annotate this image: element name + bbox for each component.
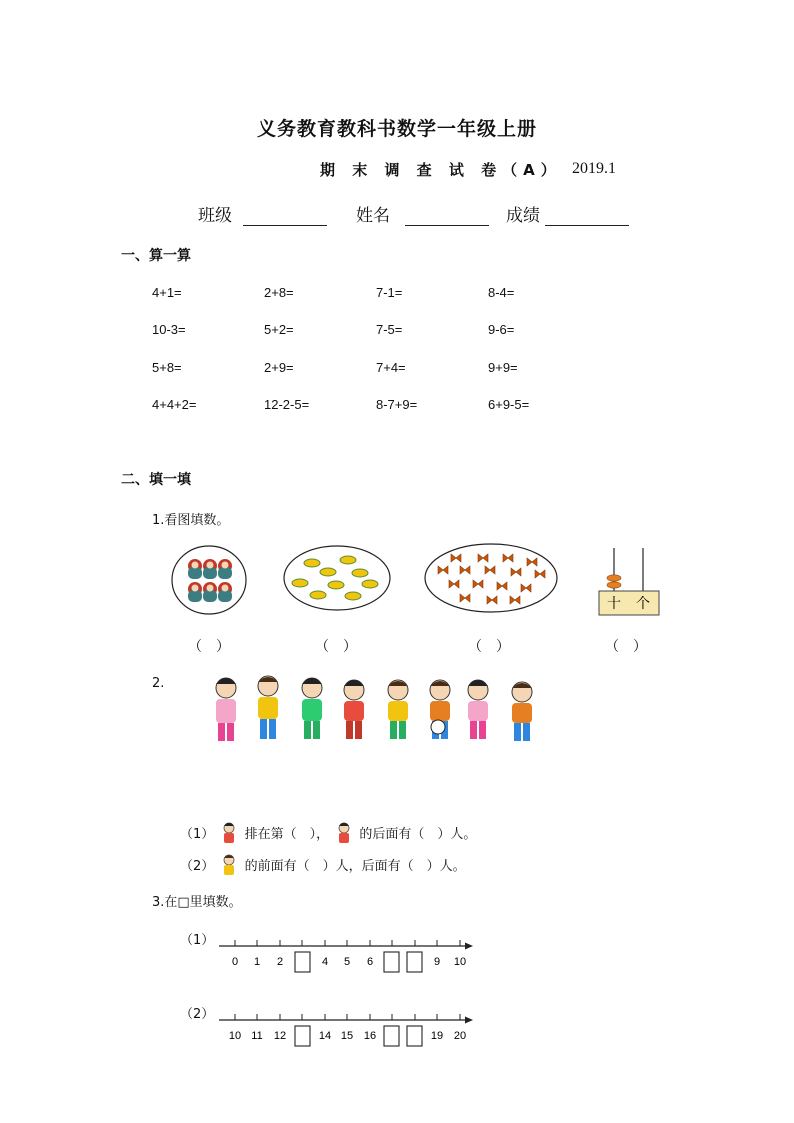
ticks [235, 1014, 460, 1020]
bird-icon [340, 556, 356, 564]
child-icon [302, 678, 322, 739]
section1-heading: 一、算一算 [121, 248, 191, 264]
tick-label: 6 [366, 956, 374, 968]
tick-label: 9 [433, 956, 441, 968]
answer-box[interactable] [384, 1026, 399, 1046]
calc-item: 4+1= [152, 285, 182, 300]
tick-label: 10 [453, 956, 467, 968]
tick-label: 14 [318, 1030, 332, 1042]
answer-box[interactable] [407, 1026, 422, 1046]
calc-item: 7+4= [376, 360, 406, 375]
q2-line2 [180, 854, 466, 876]
bird-icon [352, 569, 368, 577]
q2-line1-prefix: （1） [180, 827, 215, 842]
doll-icon [203, 559, 217, 579]
name-field [356, 201, 489, 226]
girl-icon [218, 822, 240, 844]
child-icon [430, 680, 450, 739]
q1-label: 1.看图填数。 [152, 513, 230, 528]
page-title: 义务教育教科书数学一年级上册 [256, 118, 537, 140]
calc-item: 4+4+2= [152, 397, 197, 412]
bird-icon [304, 559, 320, 567]
answer-box[interactable] [295, 1026, 310, 1046]
calc-item: 9+9= [488, 360, 518, 375]
abacus-ones-label: 个 [636, 595, 650, 611]
ticks [235, 940, 460, 946]
bird-icon [362, 580, 378, 588]
calc-item: 10-3= [152, 322, 186, 337]
q3-label: 3.在□里填数。 [152, 895, 242, 910]
tick-label: 0 [231, 956, 239, 968]
calc-item: 5+8= [152, 360, 182, 375]
calc-item: 2+8= [264, 285, 294, 300]
name-blank[interactable] [405, 207, 489, 226]
child-icon [468, 680, 488, 739]
answer-box[interactable] [384, 952, 399, 972]
tick-label: 4 [321, 956, 329, 968]
q2-line1-mid: 排在第（ ）， [244, 827, 330, 842]
score-label: 成绩 [506, 206, 540, 226]
child-icon [344, 680, 364, 739]
bird-icon [320, 568, 336, 576]
score-field [506, 201, 629, 226]
calc-item: 2+9= [264, 360, 294, 375]
child-icon [512, 682, 532, 741]
answer-blank-birds[interactable]: （ ） [315, 639, 357, 655]
abacus-icon [599, 548, 659, 615]
arrow-icon [465, 1017, 473, 1024]
class-blank[interactable] [243, 207, 327, 226]
answer-blank-abacus[interactable]: （ ） [605, 639, 647, 655]
child-icon [388, 680, 408, 739]
doll-icon [218, 582, 232, 602]
q2-line2-prefix: （2） [180, 859, 215, 874]
calc-item: 5+2= [264, 322, 294, 337]
tick-label: 2 [276, 956, 284, 968]
exam-subtitle: 期 末 调 查 试 卷（A） [320, 161, 562, 179]
q2-line1-suffix: 的后面有（ ）人。 [359, 827, 477, 842]
bird-icon [292, 579, 308, 587]
bird-icon [345, 592, 361, 600]
section2-heading: 二、填一填 [121, 472, 191, 488]
calc-item: 8-4= [488, 285, 515, 300]
score-blank[interactable] [545, 207, 629, 226]
doll-icon [188, 582, 202, 602]
abacus-tens-label: 十 [607, 595, 621, 611]
calc-item: 12-2-5= [264, 397, 310, 412]
tick-label: 1 [253, 956, 261, 968]
tick-label: 19 [430, 1030, 444, 1042]
doll-icon [203, 582, 217, 602]
numberline1-label: （1） [180, 933, 215, 948]
tick-label: 20 [453, 1030, 467, 1042]
class-field [198, 201, 327, 226]
answer-blank-dolls[interactable]: （ ） [188, 639, 230, 655]
children-row [206, 672, 546, 748]
number-line-2 [215, 1004, 480, 1054]
tick-label: 10 [228, 1030, 242, 1042]
number-line-1 [215, 930, 480, 980]
class-label: 班级 [198, 206, 232, 226]
calc-item: 7-1= [376, 285, 403, 300]
q2-line2-suffix: 的前面有（ ）人，后面有（ ）人。 [244, 859, 466, 874]
calc-item: 8-7+9= [376, 397, 418, 412]
doll-icon [188, 559, 202, 579]
numberline2-label: （2） [180, 1007, 215, 1022]
bird-icon [328, 581, 344, 589]
tick-label: 5 [343, 956, 351, 968]
doll-icon [218, 559, 232, 579]
q2-line1 [180, 822, 476, 844]
calc-item: 7-5= [376, 322, 403, 337]
name-label: 姓名 [356, 206, 390, 226]
arrow-icon [465, 943, 473, 950]
answer-box[interactable] [407, 952, 422, 972]
bird-icon [310, 591, 326, 599]
birds-group [284, 546, 390, 610]
butterflies-group [425, 544, 557, 612]
child-icon [216, 678, 236, 741]
dolls-group [172, 546, 246, 614]
child-icon [258, 676, 278, 739]
tick-label: 12 [273, 1030, 287, 1042]
boy-icon [218, 854, 240, 876]
tick-label: 11 [251, 1030, 263, 1042]
tick-label: 15 [340, 1030, 354, 1042]
calc-item: 9-6= [488, 322, 515, 337]
counting-pictures [160, 540, 680, 620]
answer-box[interactable] [295, 952, 310, 972]
exam-date: 2019.1 [572, 160, 616, 177]
calc-item: 6+9-5= [488, 397, 530, 412]
girl-icon [333, 822, 355, 844]
q2-label: 2. [152, 676, 165, 691]
answer-blank-butterflies[interactable]: （ ） [468, 639, 510, 655]
tick-label: 16 [363, 1030, 377, 1042]
